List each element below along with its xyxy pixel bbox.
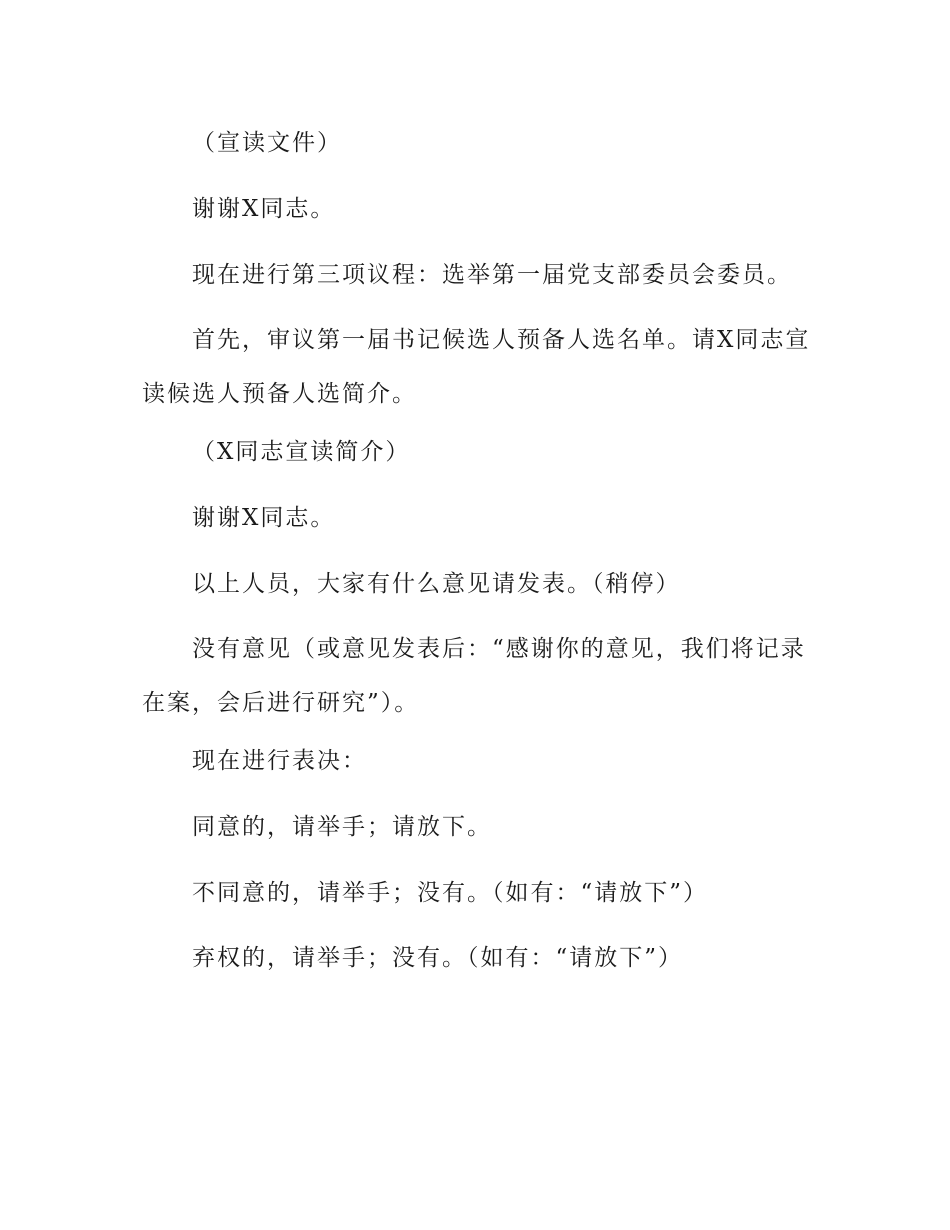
- paragraph-read-document: （宣读文件）: [192, 130, 342, 156]
- paragraph-vote-disagree: 不同意的，请举手；没有。（如有：“请放下”）: [192, 880, 709, 906]
- paragraph-thanks-2: 谢谢X同志。: [192, 505, 336, 531]
- paragraph-vote-now: 现在进行表决：: [192, 748, 367, 774]
- paragraph-thanks-1: 谢谢X同志。: [192, 196, 336, 222]
- paragraph-read-introduction: （X同志宣读简介）: [192, 439, 411, 465]
- paragraph-invite-opinions: 以上人员，大家有什么意见请发表。（稍停）: [192, 571, 681, 597]
- paragraph-vote-agree: 同意的，请举手；请放下。: [192, 814, 492, 840]
- paragraph-vote-abstain: 弃权的，请举手；没有。（如有：“请放下”）: [192, 945, 684, 971]
- paragraph-review-candidates: 首先，审议第一届书记候选人预备人选名单。请X同志宣读候选人预备人选简介。: [142, 327, 811, 407]
- paragraph-no-opinions: 没有意见（或意见发表后：“感谢你的意见，我们将记录在案，会后进行研究”）。: [142, 636, 806, 716]
- paragraph-agenda-item-three: 现在进行第三项议程：选举第一届党支部委员会委员。: [192, 262, 792, 288]
